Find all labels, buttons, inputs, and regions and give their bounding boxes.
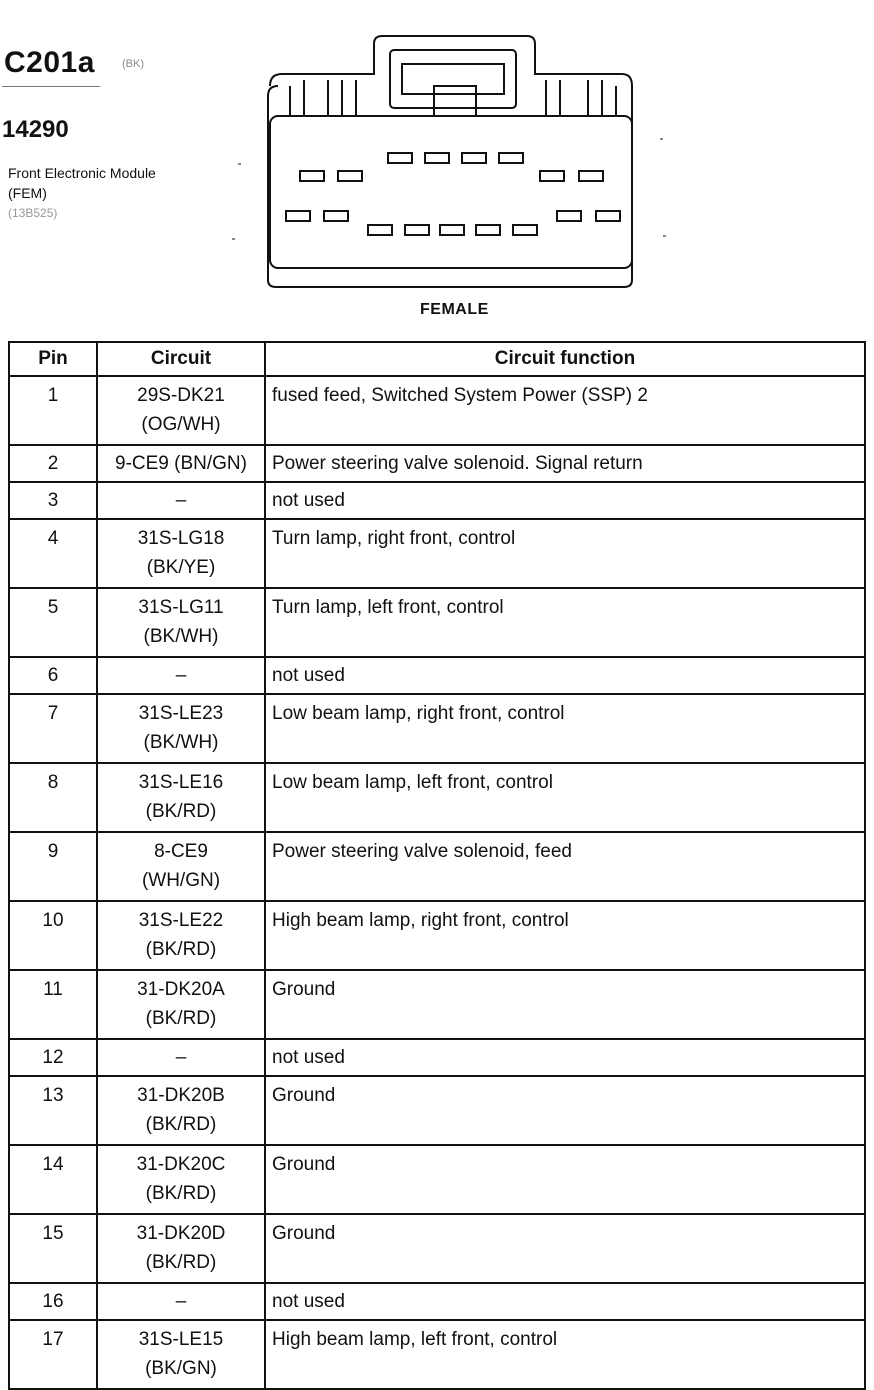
pin-row — [9, 1076, 865, 1145]
circuit-function: Low beam lamp, left front, control — [265, 763, 865, 832]
pin-row — [9, 832, 865, 901]
pin-number: 1 — [9, 376, 97, 445]
circuit-id: 31S-LE16 — [138, 772, 224, 793]
pin-number: 11 — [9, 970, 97, 1039]
circuit-cell — [97, 657, 265, 694]
circuit-function: Power steering valve solenoid. Signal return — [265, 445, 865, 482]
circuit-function: not used — [265, 482, 865, 519]
circuit-function: Low beam lamp, right front, control — [265, 694, 865, 763]
pin-cavity — [513, 225, 537, 235]
circuit-function: not used — [265, 1039, 865, 1076]
pin-cavity — [286, 211, 310, 221]
pin-cavity — [579, 171, 603, 181]
connector-latch-inner — [402, 64, 504, 94]
pin-row — [9, 901, 865, 970]
circuit-id: 31-DK20C — [136, 1154, 226, 1175]
circuit-id: 9-CE9 (BN/GN) — [115, 453, 247, 474]
connector-gender-label: FEMALE — [420, 301, 489, 318]
circuit-cell — [97, 694, 265, 763]
circuit-cell — [97, 1283, 265, 1320]
circuit-id: 31-DK20A — [137, 979, 225, 1000]
pin-table-header-row — [9, 342, 865, 376]
pin-number: 17 — [9, 1320, 97, 1389]
pin-row — [9, 482, 865, 519]
part-number: 14290 — [2, 116, 69, 143]
header-circuit-function: Circuit function — [265, 342, 865, 376]
pin-number: 16 — [9, 1283, 97, 1320]
circuit-cell — [97, 832, 265, 901]
scan-speck — [663, 235, 666, 237]
circuit-function: Power steering valve solenoid, feed — [265, 832, 865, 901]
connector-color-code: (BK) — [122, 58, 145, 70]
circuit-cell — [97, 970, 265, 1039]
circuit-id: – — [175, 665, 187, 686]
wire-color: (BK/RD) — [145, 1114, 217, 1135]
circuit-id: – — [175, 1291, 187, 1312]
circuit-id: 31S-LG18 — [137, 528, 225, 549]
circuit-cell — [97, 445, 265, 482]
pin-cavity — [324, 211, 348, 221]
pin-row — [9, 657, 865, 694]
circuit-id: 29S-DK21 — [137, 385, 225, 406]
scan-speck — [660, 138, 663, 140]
pin-number: 14 — [9, 1145, 97, 1214]
circuit-cell — [97, 1320, 265, 1389]
connector-id: C201a — [4, 46, 95, 79]
connector-latch-tab — [434, 86, 476, 116]
header-pin: Pin — [9, 342, 97, 376]
module-number: (13B525) — [8, 206, 58, 220]
circuit-function: not used — [265, 1283, 865, 1320]
circuit-function: Ground — [265, 970, 865, 1039]
pin-number: 5 — [9, 588, 97, 657]
circuit-id: 31-DK20B — [137, 1085, 225, 1106]
wire-color: (WH/GN) — [141, 870, 221, 891]
pin-cavity — [338, 171, 362, 181]
circuit-function: Ground — [265, 1214, 865, 1283]
pin-row — [9, 1320, 865, 1389]
pin-number: 9 — [9, 832, 97, 901]
pin-cavity — [540, 171, 564, 181]
pin-cavity — [425, 153, 449, 163]
pin-cavity — [557, 211, 581, 221]
wire-color: (BK/WH) — [143, 626, 219, 647]
pin-number: 15 — [9, 1214, 97, 1283]
pin-row — [9, 445, 865, 482]
pin-number: 8 — [9, 763, 97, 832]
wire-color: (BK/RD) — [145, 1252, 217, 1273]
circuit-function: Turn lamp, left front, control — [265, 588, 865, 657]
wire-color: (BK/RD) — [145, 1008, 217, 1029]
wire-color: (BK/WH) — [143, 732, 219, 753]
circuit-id: – — [175, 1047, 187, 1068]
circuit-id: 31S-LE22 — [138, 910, 224, 931]
pin-number: 4 — [9, 519, 97, 588]
circuit-id: – — [175, 490, 187, 511]
circuit-cell — [97, 1039, 265, 1076]
wire-color: (BK/YE) — [146, 557, 216, 578]
wire-color: (BK/RD) — [145, 801, 217, 822]
circuit-cell — [97, 763, 265, 832]
circuit-cell — [97, 1214, 265, 1283]
pin-number: 13 — [9, 1076, 97, 1145]
pin-row — [9, 970, 865, 1039]
pin-row — [9, 1214, 865, 1283]
circuit-cell — [97, 482, 265, 519]
wire-color: (BK/GN) — [145, 1358, 217, 1379]
pin-number: 10 — [9, 901, 97, 970]
pin-row — [9, 1039, 865, 1076]
pin-row — [9, 1145, 865, 1214]
pin-cavity — [476, 225, 500, 235]
circuit-id: 31S-LG11 — [138, 597, 224, 618]
header-circuit: Circuit — [97, 342, 265, 376]
pin-number: 2 — [9, 445, 97, 482]
circuit-cell — [97, 901, 265, 970]
pin-cavity — [596, 211, 620, 221]
pin-cavity — [440, 225, 464, 235]
connector-face — [270, 116, 632, 268]
circuit-cell — [97, 376, 265, 445]
circuit-id: 31-DK20D — [136, 1223, 226, 1244]
scan-speck — [232, 238, 235, 240]
pin-number: 12 — [9, 1039, 97, 1076]
pin-row — [9, 588, 865, 657]
circuit-cell — [97, 1145, 265, 1214]
circuit-id: 31S-LE15 — [138, 1329, 224, 1350]
circuit-function: Ground — [265, 1076, 865, 1145]
pin-row — [9, 1283, 865, 1320]
pin-row — [9, 763, 865, 832]
wire-color: (BK/RD) — [145, 939, 217, 960]
pin-table — [8, 341, 866, 1390]
circuit-cell — [97, 588, 265, 657]
connector-id-underline — [2, 86, 100, 87]
wire-color: (BK/RD) — [145, 1183, 217, 1204]
circuit-function: not used — [265, 657, 865, 694]
circuit-function: High beam lamp, right front, control — [265, 901, 865, 970]
pin-number: 7 — [9, 694, 97, 763]
circuit-id: 31S-LE23 — [138, 703, 224, 724]
pin-cavity — [300, 171, 324, 181]
pin-row — [9, 519, 865, 588]
circuit-function: Turn lamp, right front, control — [265, 519, 865, 588]
pin-number: 3 — [9, 482, 97, 519]
connector-face-diagram — [230, 30, 650, 295]
circuit-function: fused feed, Switched System Power (SSP) 2 — [265, 376, 865, 445]
wire-color: (OG/WH) — [141, 414, 221, 435]
pin-cavity — [499, 153, 523, 163]
circuit-id: 8-CE9 — [154, 841, 208, 862]
pin-cavity — [368, 225, 392, 235]
circuit-function: High beam lamp, left front, control — [265, 1320, 865, 1389]
pin-row — [9, 694, 865, 763]
pin-number: 6 — [9, 657, 97, 694]
pin-row — [9, 376, 865, 445]
pin-cavity — [462, 153, 486, 163]
circuit-cell — [97, 1076, 265, 1145]
pin-cavity — [388, 153, 412, 163]
circuit-cell — [97, 519, 265, 588]
circuit-function: Ground — [265, 1145, 865, 1214]
scan-speck — [238, 163, 241, 165]
connector-latch — [390, 50, 516, 108]
pin-cavity — [405, 225, 429, 235]
module-name: Front Electronic Module (FEM) — [8, 165, 156, 201]
